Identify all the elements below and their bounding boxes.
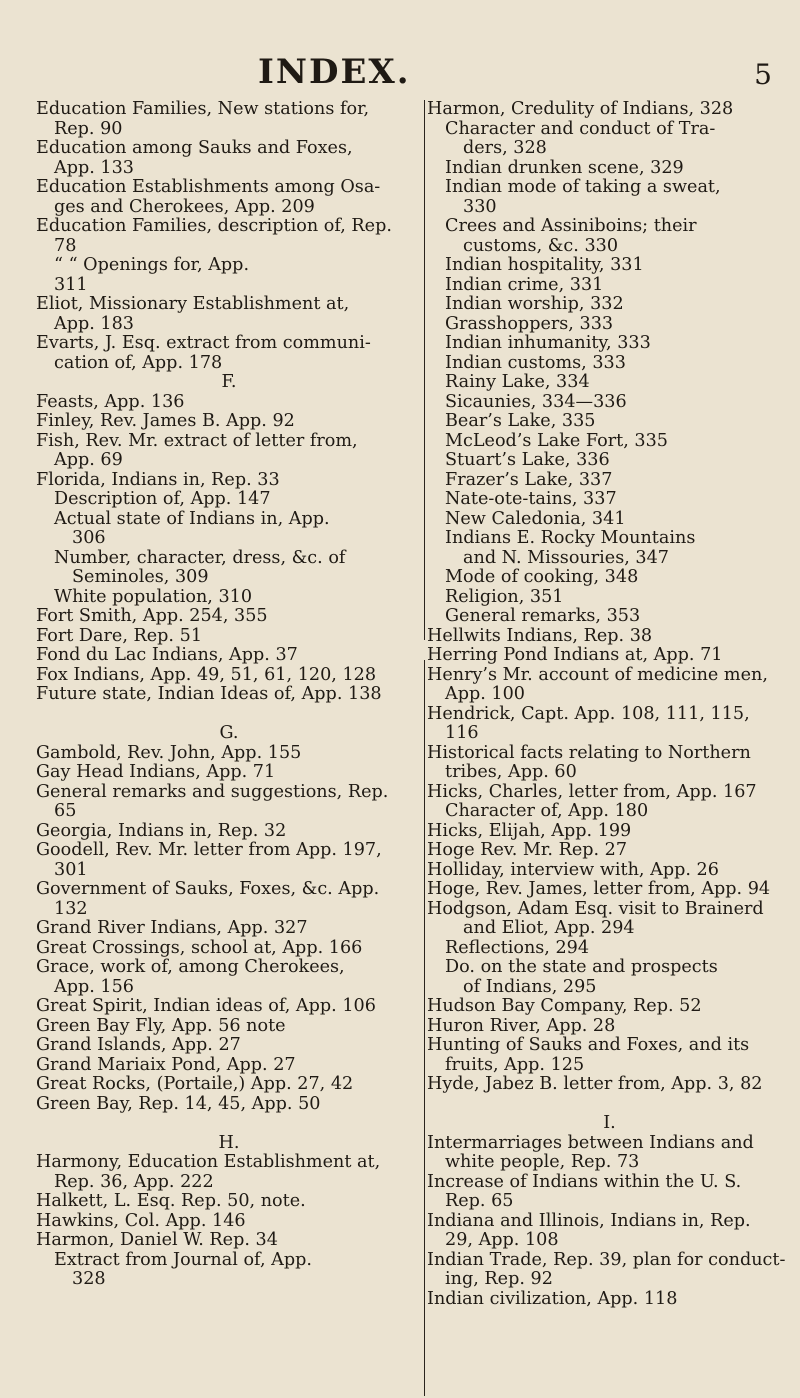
index-entry-line: Hoge Rev. Mr. Rep. 27 [427, 841, 628, 860]
index-entry-line: tribes, App. 60 [445, 763, 577, 782]
index-entry-line: Green Bay Fly, App. 56 note [36, 1016, 286, 1036]
index-entry-line: Indian worship, 332 [445, 295, 624, 314]
index-entry-line: App. 133 [54, 158, 134, 178]
index-entry-line: Indian customs, 333 [445, 353, 626, 373]
index-entry-line: Indians E. Rocky Mountains [445, 529, 696, 548]
index-entry-line: fruits, App. 125 [445, 1055, 585, 1075]
index-column-right [427, 100, 792, 1309]
index-entry-line: Fond du Lac Indians, App. 37 [36, 646, 298, 665]
index-entry-line: Do. on the state and prospects [445, 958, 718, 977]
index-entry-line: Nate-ote-tains, 337 [445, 490, 617, 509]
index-entry-line: White population, 310 [54, 587, 253, 607]
index-entry-line: App. 156 [54, 977, 134, 997]
index-entry-line [36, 1114, 422, 1134]
index-entry-line: 116 [445, 724, 479, 743]
index-entry-line: Increase of Indians within the U. S. [427, 1172, 742, 1192]
index-entry-line: Bear’s Lake, 335 [445, 412, 596, 431]
column-rule-lower [424, 660, 425, 1396]
index-entry-line: Feasts, App. 136 [36, 392, 185, 412]
index-entry-line: Indian crime, 331 [445, 275, 604, 295]
index-entry-line: Religion, 351 [445, 587, 564, 607]
index-entry-line: and Eliot, App. 294 [463, 919, 635, 938]
index-entry-line: Gambold, Rev. John, App. 155 [36, 743, 302, 763]
index-entry-line: Harmony, Education Establishment at, [36, 1153, 381, 1172]
index-entry-line: Rep. 90 [54, 119, 123, 139]
index-entry-line: 301 [54, 860, 88, 880]
section-letter: F. [221, 373, 237, 392]
index-entry-line: 306 [72, 529, 106, 548]
index-entry-line: Holliday, interview with, App. 26 [427, 860, 719, 880]
index-entry-line: Actual state of Indians in, App. [54, 509, 330, 529]
index-entry-line: Hudson Bay Company, Rep. 52 [427, 997, 702, 1016]
index-entry-line: Fish, Rev. Mr. extract of letter from, [36, 431, 358, 451]
index-entry-line: 330 [463, 197, 497, 217]
index-entry-line: Indian drunken scene, 329 [445, 158, 684, 178]
index-entry-line: Green Bay, Rep. 14, 45, App. 50 [36, 1094, 321, 1114]
index-entry-line: McLeod’s Lake Fort, 335 [445, 431, 668, 451]
index-entry-line: Hicks, Elijah, App. 199 [427, 821, 632, 841]
index-entry-line: Indian hospitality, 331 [445, 256, 644, 275]
index-entry-line: App. 183 [54, 314, 134, 334]
index-entry-line: Hawkins, Col. App. 146 [36, 1211, 246, 1231]
index-entry-line: Hyde, Jabez B. letter from, App. 3, 82 [427, 1075, 763, 1094]
index-entry-line: General remarks and suggestions, Rep. [36, 782, 389, 802]
index-entry-line: 132 [54, 899, 88, 919]
index-entry-line: Great Rocks, (Portaile,) App. 27, 42 [36, 1075, 354, 1094]
index-entry-line: Florida, Indians in, Rep. 33 [36, 470, 280, 490]
index-entry-line: Character and conduct of Tra- [445, 119, 716, 139]
page-header [0, 52, 800, 92]
index-entry-line: Hoge, Rev. James, letter from, App. 94 [427, 880, 771, 899]
index-entry-line: Reflections, 294 [445, 938, 590, 958]
index-entry-line: Crees and Assiniboins; their [445, 217, 697, 236]
index-entry-line: cation of, App. 178 [54, 353, 223, 373]
index-entry-line: General remarks, 353 [445, 607, 641, 626]
index-entry-line: 78 [54, 236, 77, 256]
index-entry-line: Grand River Indians, App. 327 [36, 919, 308, 938]
index-entry-line: Hicks, Charles, letter from, App. 167 [427, 782, 757, 802]
index-entry-line: Henry’s Mr. account of medicine men, [427, 665, 768, 685]
index-entry-line: Huron River, App. 28 [427, 1016, 616, 1036]
index-entry-line: App. 100 [445, 685, 525, 704]
index-entry-line: Rainy Lake, 334 [445, 373, 590, 392]
section-letter: G. [219, 724, 239, 743]
index-entry-line: Education Establishments among Osa- [36, 178, 381, 197]
index-entry-line: 328 [72, 1270, 106, 1289]
index-entry-line: Great Crossings, school at, App. 166 [36, 938, 363, 958]
index-entry-line: Gay Head Indians, App. 71 [36, 763, 276, 782]
index-entry-line: Hunting of Sauks and Foxes, and its [427, 1036, 750, 1055]
index-entry-line: white people, Rep. 73 [445, 1153, 640, 1172]
index-column-left [36, 100, 422, 1290]
index-entry-line: Intermarriages between Indians and [427, 1133, 754, 1153]
index-entry-line: Evarts, J. Esq. extract from communi- [36, 334, 371, 353]
index-entry-line: Extract from Journal of, App. [54, 1250, 312, 1270]
index-entry-line: and N. Missouries, 347 [463, 548, 669, 568]
index-entry-line: Great Spirit, Indian ideas of, App. 106 [36, 997, 376, 1016]
section-letter: I. [603, 1114, 616, 1133]
index-entry-line: Eliot, Missionary Establishment at, [36, 295, 350, 314]
index-entry-line: Mode of cooking, 348 [445, 568, 639, 587]
index-entry-line: Education Families, description of, Rep. [36, 217, 392, 236]
index-entry-line: Hodgson, Adam Esq. visit to Brainerd [427, 899, 764, 919]
index-entry-line: Rep. 65 [445, 1192, 514, 1211]
index-entry-line: Fort Smith, App. 254, 355 [36, 607, 268, 626]
index-entry-line: Grace, work of, among Cherokees, [36, 958, 345, 977]
index-entry-line: Georgia, Indians in, Rep. 32 [36, 821, 287, 841]
index-entry-line: Hendrick, Capt. App. 108, 111, 115, [427, 704, 750, 724]
index-entry-line: Education Families, New stations for, [36, 100, 370, 119]
index-entry-line [427, 1095, 792, 1115]
index-entry-line: Harmon, Credulity of Indians, 328 [427, 100, 734, 119]
index-entry-line: of Indians, 295 [463, 977, 597, 997]
index-entry-line: Grasshoppers, 333 [445, 314, 614, 334]
index-entry-line: Education among Sauks and Foxes, [36, 139, 353, 158]
index-entry-line: New Caledonia, 341 [445, 509, 626, 529]
index-entry-line: Grand Mariaix Pond, App. 27 [36, 1055, 296, 1075]
index-entry-line: App. 69 [54, 451, 123, 470]
page-number: 5 [754, 58, 772, 91]
index-entry-line: Character of, App. 180 [445, 802, 649, 821]
index-entry-line: Description of, App. 147 [54, 490, 271, 509]
index-entry-line: Harmon, Daniel W. Rep. 34 [36, 1231, 278, 1250]
index-entry-line: 65 [54, 802, 77, 821]
index-entry-line: Fort Dare, Rep. 51 [36, 626, 203, 646]
index-entry-line: Frazer’s Lake, 337 [445, 470, 613, 490]
index-entry-line: Number, character, dress, &c. of [54, 548, 346, 568]
page-title: INDEX. [258, 52, 411, 92]
index-entry-line: Finley, Rev. James B. App. 92 [36, 412, 295, 431]
index-entry-line: ges and Cherokees, App. 209 [54, 197, 315, 217]
index-entry-line: Goodell, Rev. Mr. letter from App. 197, [36, 841, 382, 860]
index-entry-line: Sicaunies, 334—336 [445, 392, 627, 412]
index-entry-line: Government of Sauks, Foxes, &c. App. [36, 880, 380, 899]
index-entry-line: Seminoles, 309 [72, 568, 209, 587]
index-entry-line: Indian mode of taking a sweat, [445, 178, 721, 197]
index-entry-line: Grand Islands, App. 27 [36, 1036, 241, 1055]
index-entry-line: ders, 328 [463, 139, 547, 158]
index-entry-line: Indian Trade, Rep. 39, plan for conduct- [427, 1250, 786, 1270]
index-entry-line: Historical facts relating to Northern [427, 743, 751, 763]
index-entry-line: Indian inhumanity, 333 [445, 334, 651, 353]
index-entry-line: customs, &c. 330 [463, 236, 619, 256]
column-rule-upper [424, 100, 425, 640]
index-entry-line: ing, Rep. 92 [445, 1270, 553, 1289]
section-letter: H. [218, 1133, 240, 1153]
index-entry-line: Future state, Indian Ideas of, App. 138 [36, 685, 382, 704]
index-entry-line: Stuart’s Lake, 336 [445, 451, 610, 470]
index-entry-line: 311 [54, 275, 88, 295]
index-entry-line: Fox Indians, App. 49, 51, 61, 120, 128 [36, 665, 377, 685]
index-entry-line: “ “ Openings for, App. [54, 256, 250, 275]
index-entry-line: Rep. 36, App. 222 [54, 1172, 214, 1192]
index-entry-line: Halkett, L. Esq. Rep. 50, note. [36, 1192, 306, 1211]
index-entry-line: Indiana and Illinois, Indians in, Rep. [427, 1211, 751, 1231]
index-entry-line: 29, App. 108 [445, 1231, 559, 1250]
index-entry-line: Herring Pond Indians at, App. 71 [427, 646, 723, 665]
index-entry-line [36, 705, 422, 725]
index-entry-line: Indian civilization, App. 118 [427, 1289, 678, 1309]
index-entry-line: Hellwits Indians, Rep. 38 [427, 626, 653, 646]
